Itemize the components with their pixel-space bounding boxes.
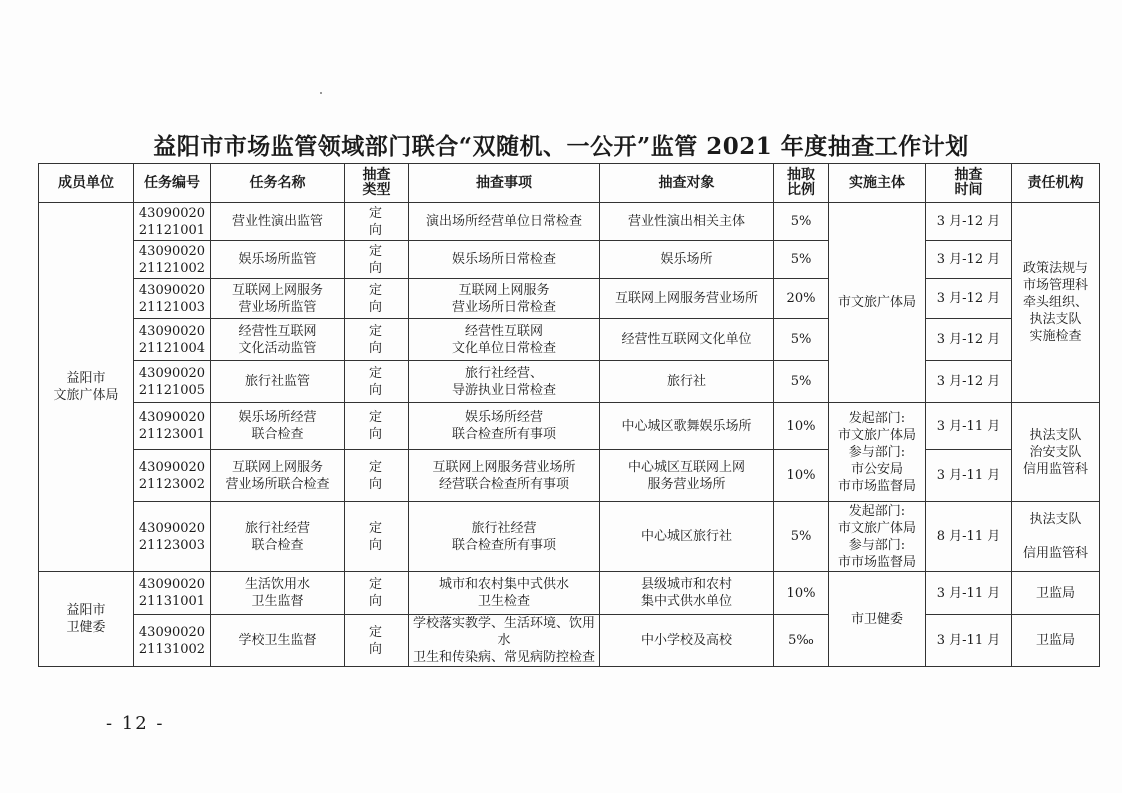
task-name-cell: 互联网上网服务 营业场所监管 [211,279,345,319]
task-code-cell: 43090020 21121001 [134,203,211,241]
check-item-cell: 城市和农村集中式供水 卫生检查 [409,572,600,615]
check-type-cell: 定向 [345,279,409,319]
ratio-cell: 5% [774,361,829,403]
check-target-cell: 县级城市和农村 集中式供水单位 [600,572,774,615]
task-code-cell: 43090020 21121005 [134,361,211,403]
check-item-cell: 经营性互联网 文化单位日常检查 [409,319,600,361]
task-name-cell: 经营性互联网 文化活动监管 [211,319,345,361]
check-type-cell: 定向 [345,361,409,403]
table-row [39,241,1100,279]
responsible-cell: 卫监局 [1012,615,1100,667]
check-item-cell: 旅行社经营 联合检查所有事项 [409,502,600,572]
page-title: 益阳市市场监管领域部门联合“双随机、一公开”监管 2021 年度抽查工作计划 [153,133,969,160]
header-implementer: 实施主体 [829,164,926,203]
task-name-cell: 营业性演出监管 [211,203,345,241]
page-number: - 12 - [106,713,165,734]
member-unit-cell: 益阳市 文旅广体局 [39,203,134,572]
implementer-cell: 市文旅广体局 [829,203,926,403]
task-name-cell: 旅行社监管 [211,361,345,403]
task-name-cell: 互联网上网服务 营业场所联合检查 [211,450,345,502]
check-type-cell: 定向 [345,572,409,615]
task-code-cell: 43090020 21123001 [134,403,211,450]
header-check-type: 抽查 类型 [345,164,409,203]
task-code-cell: 43090020 21123003 [134,502,211,572]
ratio-cell: 5% [774,319,829,361]
check-target-cell: 互联网上网服务营业场所 [600,279,774,319]
table-row [39,319,1100,361]
implementer-cell: 发起部门: 市文旅广体局 参与部门: 市市场监督局 [829,502,926,572]
ratio-cell: 20% [774,279,829,319]
table-row [39,502,1100,572]
check-type-cell: 定向 [345,502,409,572]
check-item-cell: 互联网上网服务 营业场所日常检查 [409,279,600,319]
check-type-cell: 定向 [345,203,409,241]
table-row [39,203,1100,241]
check-target-cell: 娱乐场所 [600,241,774,279]
check-time-cell: 3 月-12 月 [926,279,1012,319]
task-name-cell: 学校卫生监督 [211,615,345,667]
check-type-cell: 定向 [345,319,409,361]
header-task-code: 任务编号 [134,164,211,203]
table-row [39,450,1100,502]
check-item-cell: 演出场所经营单位日常检查 [409,203,600,241]
table-row [39,279,1100,319]
check-target-cell: 中心城区歌舞娱乐场所 [600,403,774,450]
check-type-cell: 定向 [345,615,409,667]
header-ratio: 抽取 比例 [774,164,829,203]
responsible-cell: 执法支队 信用监管科 [1012,502,1100,572]
check-time-cell: 3 月-12 月 [926,241,1012,279]
ratio-cell: 5% [774,502,829,572]
task-name-cell: 娱乐场所监管 [211,241,345,279]
ratio-cell: 5‰ [774,615,829,667]
task-code-cell: 43090020 21121003 [134,279,211,319]
check-type-cell: 定向 [345,403,409,450]
check-target-cell: 旅行社 [600,361,774,403]
check-target-cell: 营业性演出相关主体 [600,203,774,241]
table-row [39,361,1100,403]
check-time-cell: 3 月-12 月 [926,203,1012,241]
check-time-cell: 3 月-11 月 [926,572,1012,615]
table-row [39,403,1100,450]
responsible-cell: 卫监局 [1012,572,1100,615]
task-name-cell: 生活饮用水 卫生监督 [211,572,345,615]
task-code-cell: 43090020 21121002 [134,241,211,279]
header-check-time: 抽查 时间 [926,164,1012,203]
task-name-cell: 旅行社经营 联合检查 [211,502,345,572]
ratio-cell: 10% [774,403,829,450]
table-row [39,572,1100,615]
check-type-cell: 定向 [345,450,409,502]
header-check-target: 抽查对象 [600,164,774,203]
responsible-cell: 政策法规与 市场管理科 牵头组织、 执法支队 实施检查 [1012,203,1100,403]
check-time-cell: 8 月-11 月 [926,502,1012,572]
header-member-unit: 成员单位 [39,164,134,203]
check-time-cell: 3 月-12 月 [926,319,1012,361]
task-code-cell: 43090020 21131002 [134,615,211,667]
ratio-cell: 10% [774,450,829,502]
header-responsible: 责任机构 [1012,164,1100,203]
check-time-cell: 3 月-11 月 [926,450,1012,502]
check-time-cell: 3 月-12 月 [926,361,1012,403]
implementer-cell: 市卫健委 [829,572,926,667]
check-item-cell: 旅行社经营、 导游执业日常检查 [409,361,600,403]
ratio-cell: 5% [774,241,829,279]
header-check-item: 抽查事项 [409,164,600,203]
check-item-cell: 互联网上网服务营业场所 经营联合检查所有事项 [409,450,600,502]
check-target-cell: 中心城区互联网上网 服务营业场所 [600,450,774,502]
header-task-name: 任务名称 [211,164,345,203]
member-unit-cell: 益阳市 卫健委 [39,572,134,667]
check-time-cell: 3 月-11 月 [926,403,1012,450]
task-code-cell: 43090020 21131001 [134,572,211,615]
check-time-cell: 3 月-11 月 [926,615,1012,667]
check-target-cell: 经营性互联网文化单位 [600,319,774,361]
task-code-cell: 43090020 21123002 [134,450,211,502]
task-name-cell: 娱乐场所经营 联合检查 [211,403,345,450]
ratio-cell: 5% [774,203,829,241]
inspection-plan-table [38,163,1100,667]
check-target-cell: 中心城区旅行社 [600,502,774,572]
check-target-cell: 中小学校及高校 [600,615,774,667]
check-item-cell: 学校落实教学、生活环境、饮用水 卫生和传染病、常见病防控检查 [409,615,600,667]
ratio-cell: 10% [774,572,829,615]
responsible-cell: 执法支队 治安支队 信用监管科 [1012,403,1100,502]
table-row [39,615,1100,667]
header-row [39,164,1100,203]
check-item-cell: 娱乐场所日常检查 [409,241,600,279]
implementer-cell: 发起部门: 市文旅广体局 参与部门: 市公安局 市市场监督局 [829,403,926,502]
check-type-cell: 定向 [345,241,409,279]
scan-speck [320,92,322,94]
check-item-cell: 娱乐场所经营 联合检查所有事项 [409,403,600,450]
task-code-cell: 43090020 21121004 [134,319,211,361]
